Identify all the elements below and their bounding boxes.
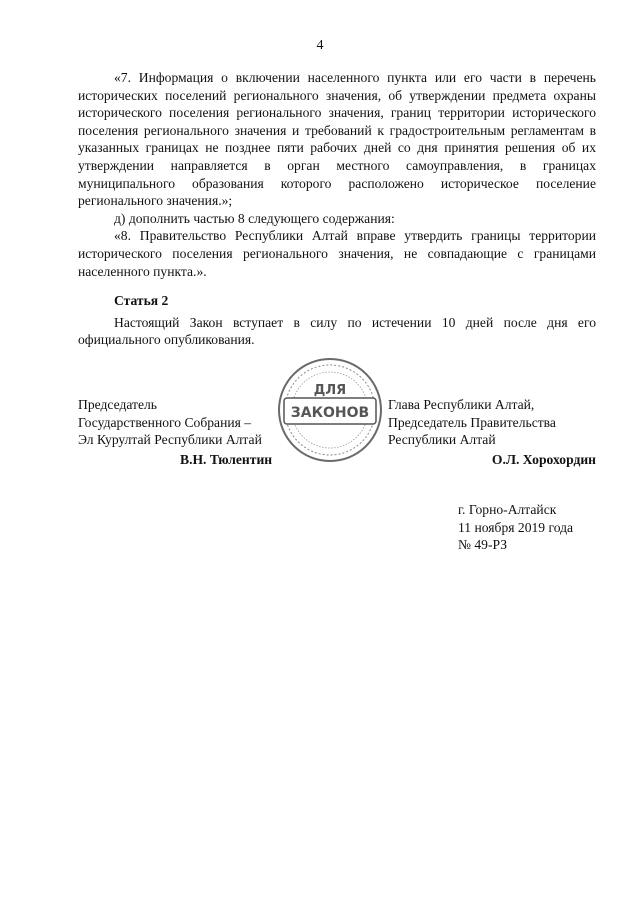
paragraph-item-7: «7. Информация о включении населенного пункта или его части в перечень исторических поселений регионального значения, об утверждении предмета охраны исторического поселения регионального значения, границ территории исторического поселения регионального значения и требований к градостроительным регламентам в указанных границах не позднее пяти рабочих дней со дня принятия решения об их утверждении направляется в орган местного самоуправления, в границах муниципального образования которого расположено историческое поселение регионального значения.»; — [78, 70, 596, 209]
signature-left-title — [78, 396, 298, 449]
signature-right-name: О.Л. Хорохордин — [491, 452, 596, 467]
paragraph-item-8: «8. Правительство Республики Алтай вправе утвердить границы территории исторического поселения регионального значения, не совпадающие с границами населенного пункта.». — [78, 228, 596, 279]
article-heading: Статья 2 — [114, 293, 169, 309]
paragraph-entry-into-force: Настоящий Закон вступает в силу по истечении 10 дней после дня его официального опубликования. — [78, 314, 596, 348]
signature-left-name: В.Н. Тюлентин — [180, 452, 273, 467]
signature-left-line: Государственного Собрания – — [78, 414, 252, 430]
signature-right-title — [388, 396, 596, 449]
place-city: г. Горно-Алтайск — [458, 502, 557, 517]
signature-right-line: Республики Алтай — [388, 432, 496, 448]
law-number: № 49-РЗ — [458, 537, 508, 553]
place-date-number — [458, 501, 618, 554]
signature-right-line: Глава Республики Алтай, — [388, 397, 535, 412]
paragraph-amendment-d: д) дополнить частью 8 следующего содержания: — [114, 210, 395, 226]
page-number: 4 — [316, 38, 324, 53]
document-body — [78, 69, 596, 349]
signature-left-line: Эл Курултай Республики Алтай — [78, 432, 262, 448]
place-date: 11 ноября 2019 года — [458, 519, 574, 535]
signature-right-line: Председатель Правительства — [388, 414, 556, 430]
stamp-text-main: ЗАКОНОВ — [290, 405, 370, 421]
stamp-text-top: ДЛЯ — [313, 383, 347, 398]
signature-left-line: Председатель — [78, 397, 157, 412]
